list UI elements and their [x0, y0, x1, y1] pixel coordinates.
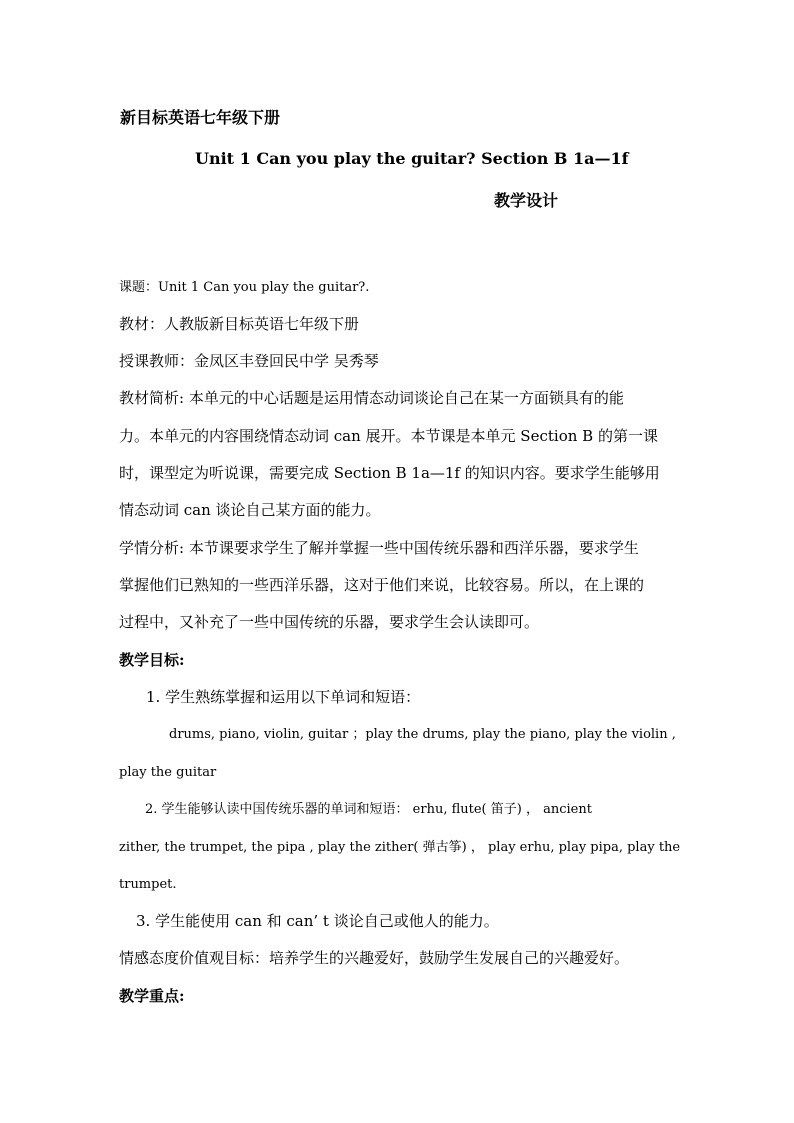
- students-line: 过程中，又补充了一些中国传统的乐器，要求学生会认读即可。: [119, 613, 540, 631]
- keypoints-heading: 教学重点:: [119, 987, 185, 1005]
- objective-item-2: zither, the trumpet, the pipa , play the zither( 弹古筝) ， play erhu, play pipa, play the: [119, 840, 681, 855]
- doc-title-line2: Unit 1 Can you play the guitar? Section B 1a—1f: [195, 149, 629, 168]
- objective-item-1-words: drums, piano, violin, guitar ；play the drums, play the piano, play the violin ,: [169, 727, 676, 742]
- topic-line: 课题：Unit 1 Can you play the guitar?.: [119, 280, 370, 295]
- analysis-line: 情态动词 can 谈论自己某方面的能力。: [119, 501, 381, 519]
- objective-item-2: 2. 学生能够认读中国传统乐器的单词和短语： erhu, flute( 笛子) ， ancient: [145, 802, 592, 817]
- analysis-line: 教材简析: 本单元的中心话题是运用情态动词谈论自己在某一方面锁具有的能: [119, 389, 624, 407]
- students-line: 学情分析: 本节课要求学生了解并掌握一些中国传统乐器和西洋乐器，要求学生: [119, 539, 639, 557]
- objective-item-1-words: play the guitar: [119, 765, 217, 780]
- objective-item-2: trumpet.: [119, 877, 177, 892]
- students-line: 掌握他们已熟知的一些西洋乐器，这对于他们来说，比较容易。所以，在上课的: [119, 576, 645, 594]
- teacher-line: 授课教师：金凤区丰登回民中学 吴秀琴: [119, 352, 379, 370]
- objective-item-1: 1. 学生熟练掌握和运用以下单词和短语：: [146, 688, 421, 706]
- doc-title-line1: 新目标英语七年级下册: [120, 108, 281, 127]
- objective-item-3: 3. 学生能使用 can 和 can’ t 谈论自己或他人的能力。: [136, 912, 499, 930]
- affective-goal-line: 情感态度价值观目标：培养学生的兴趣爱好，鼓励学生发展自己的兴趣爱好。: [119, 949, 630, 967]
- analysis-line: 力。本单元的内容围绕情态动词 can 展开。本节课是本单元 Section B 的第一课: [119, 427, 658, 445]
- textbook-line: 教材：人教版新目标英语七年级下册: [119, 315, 360, 333]
- analysis-line: 时，课型定为听说课，需要完成 Section B 1a—1f 的知识内容。要求学生能够用: [119, 464, 660, 482]
- objectives-heading: 教学目标:: [119, 651, 185, 669]
- doc-title-line3: 教学设计: [494, 191, 559, 210]
